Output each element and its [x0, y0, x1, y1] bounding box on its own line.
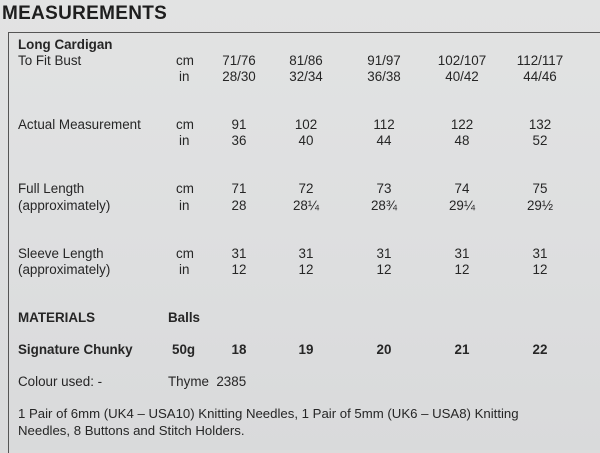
- size-cm-5: 112/117: [516, 53, 564, 68]
- value-cell: 112: [373, 117, 395, 132]
- measurements-table-border: [8, 32, 600, 453]
- unit-in: in: [179, 198, 190, 213]
- size-in-3: 36/38: [367, 69, 401, 84]
- value-cell: 12: [231, 262, 247, 277]
- yarn-weight: 50g: [172, 342, 196, 357]
- value-cell: 75: [532, 181, 548, 196]
- balls-count: 19: [298, 342, 314, 357]
- value-cell: 12: [298, 262, 314, 277]
- value-cell: 74: [454, 181, 470, 196]
- value-cell: 132: [528, 117, 552, 132]
- unit-cm: cm: [176, 181, 194, 196]
- value-cell: 29½: [526, 198, 554, 213]
- unit-in: in: [179, 262, 190, 277]
- row-label: Actual Measurement: [18, 117, 141, 132]
- value-cell: 73: [376, 181, 392, 196]
- value-cell: 31: [231, 246, 247, 261]
- size-cm-2: 81/86: [289, 53, 323, 68]
- value-cell: 91: [231, 117, 247, 132]
- value-cell: 36: [231, 133, 247, 148]
- unit-cm: cm: [176, 246, 194, 261]
- fit-label: To Fit Bust: [18, 53, 82, 68]
- value-cell: 31: [376, 246, 392, 261]
- balls-count: 18: [231, 342, 247, 357]
- value-cell: 44: [376, 133, 392, 148]
- balls-label: Balls: [168, 310, 201, 325]
- size-in-1: 28/30: [222, 69, 256, 84]
- value-cell: 28¾: [370, 198, 398, 213]
- row-label: Full Length: [18, 181, 85, 196]
- size-cm-4: 102/107: [437, 53, 487, 68]
- value-cell: 48: [454, 133, 470, 148]
- value-cell: 31: [298, 246, 314, 261]
- page-title: MEASUREMENTS: [2, 3, 168, 24]
- size-in-5: 44/46: [523, 69, 557, 84]
- unit-in: in: [179, 133, 190, 148]
- unit-cm: cm: [176, 53, 194, 68]
- value-cell: 12: [376, 262, 392, 277]
- value-cell: 40: [298, 133, 314, 148]
- value-cell: 71: [231, 181, 247, 196]
- needles-text-line2: Needles, 8 Buttons and Stitch Holders.: [18, 423, 245, 438]
- value-cell: 12: [532, 262, 548, 277]
- balls-count: 21: [454, 342, 470, 357]
- needles-text-line1: 1 Pair of 6mm (UK4 – USA10) Knitting Needles, 1 Pair of 5mm (UK6 – USA8) Knitting: [18, 406, 519, 421]
- unit-in: in: [179, 69, 190, 84]
- colour-label: Colour used: -: [18, 374, 103, 389]
- unit-cm: cm: [176, 117, 194, 132]
- balls-count: 20: [376, 342, 392, 357]
- value-cell: 12: [454, 262, 470, 277]
- row-label-note: (approximately): [18, 198, 111, 213]
- materials-heading: MATERIALS: [18, 310, 96, 325]
- row-label: Sleeve Length: [18, 246, 104, 261]
- value-cell: 29¼: [448, 198, 476, 213]
- size-in-2: 32/34: [289, 69, 323, 84]
- value-cell: 52: [532, 133, 548, 148]
- yarn-name: Signature Chunky: [18, 342, 133, 357]
- size-in-4: 40/42: [445, 69, 479, 84]
- colour-value: Thyme 2385: [168, 374, 247, 389]
- garment-name: Long Cardigan: [18, 37, 113, 52]
- balls-count: 22: [532, 342, 548, 357]
- value-cell: 72: [298, 181, 314, 196]
- size-cm-1: 71/76: [222, 53, 256, 68]
- value-cell: 28¼: [292, 198, 320, 213]
- value-cell: 28: [231, 198, 247, 213]
- value-cell: 122: [450, 117, 474, 132]
- value-cell: 31: [532, 246, 548, 261]
- size-cm-3: 91/97: [367, 53, 401, 68]
- row-label-note: (approximately): [18, 262, 111, 277]
- value-cell: 31: [454, 246, 470, 261]
- value-cell: 102: [294, 117, 318, 132]
